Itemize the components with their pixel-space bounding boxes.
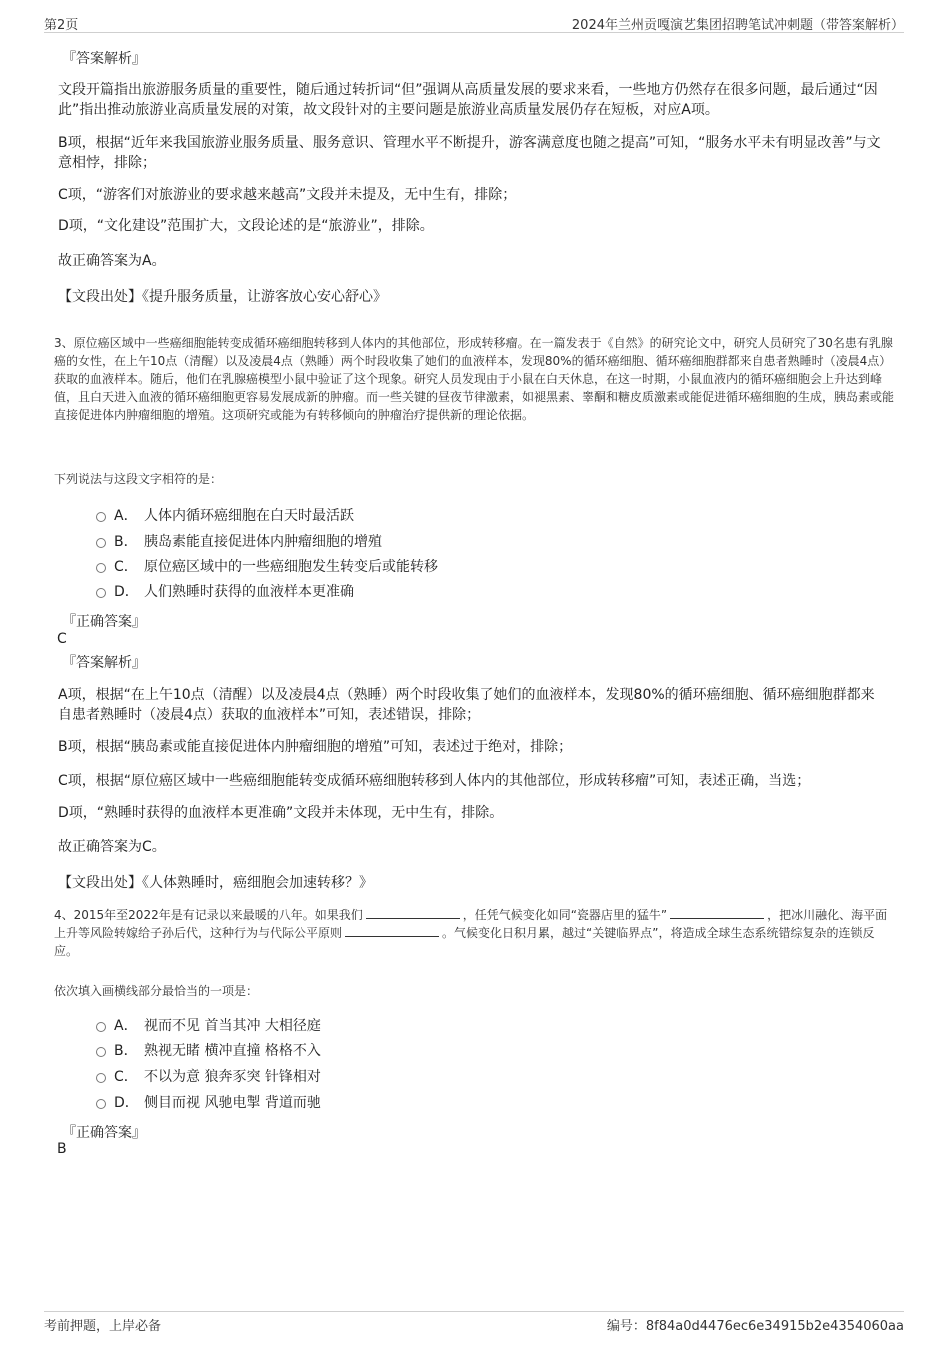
q2-analysis-label: 『答案解析』: [62, 51, 146, 67]
q4-option-a[interactable]: A． 视而不见 首当其冲 大相径庭: [96, 1016, 321, 1036]
fill-blank-3: [345, 925, 439, 937]
q4-answer: B: [57, 1141, 67, 1157]
q3-analysis-paragraph: B项，根据“胰岛素或能直接促进体内肿瘤细胞的增殖”可知，表述过于绝对，排除；: [58, 739, 573, 755]
q2-analysis-paragraph: C项，“游客们对旅游业的要求越来越高”文段并未提及，无中生有，排除；: [58, 187, 517, 203]
radio-icon[interactable]: [96, 588, 106, 598]
q4-option-c[interactable]: C． 不以为意 狼奔豕突 针锋相对: [96, 1067, 321, 1087]
page-footer: [44, 1311, 904, 1332]
q4-option-b[interactable]: B． 熟视无睹 横冲直撞 格格不入: [96, 1041, 321, 1061]
document-title: 2024年兰州贡嘎演艺集团招聘笔试冲刺题（带答案解析）: [571, 18, 904, 33]
radio-icon[interactable]: [96, 1047, 106, 1057]
q4-stem: 4、2015年至2022年是有记录以来最暖的八年。如果我们 ，任凭气候变化如同“瓷器店里的猛牛” ，把冰川融化、海平面上升等风险转嫁给子孙后代，这种行为与代际公平原则 。气候变化日积月累，越过“关键临界点”，将造成全球生态系统错综复杂的连锁反应。: [54, 908, 888, 958]
q2-analysis-paragraph: D项，“文化建设”范围扩大，文段论述的是“旅游业”，排除。: [58, 218, 434, 234]
q3-source: 【文段出处】《人体熟睡时，癌细胞会加速转移？》: [58, 875, 373, 891]
fill-blank-2: [670, 907, 764, 919]
q3-analysis-paragraph: C项，根据“原位癌区域中一些癌细胞能转变成循环癌细胞转移到人体内的其他部位，形成转移瘤”可知，表述正确，当选；: [58, 773, 811, 789]
footer-slogan: 考前押题，上岸必备: [44, 1319, 162, 1334]
radio-icon[interactable]: [96, 1073, 106, 1083]
radio-icon[interactable]: [96, 1099, 106, 1109]
q3-answer-label: 『正确答案』: [62, 614, 146, 630]
fill-blank-1: [366, 907, 460, 919]
radio-icon[interactable]: [96, 563, 106, 573]
q4-prompt: 依次填入画横线部分最恰当的一项是：: [54, 984, 259, 998]
q2-analysis-paragraph: B项，根据“近年来我国旅游业服务质量、服务意识、管理水平不断提升，游客满意度也随之提高”可知，“服务水平未有明显改善”与文意相悖，排除；: [58, 135, 881, 171]
page-header: [44, 14, 904, 33]
radio-icon[interactable]: [96, 512, 106, 522]
q3-answer: C: [57, 631, 67, 647]
q3-analysis-label: 『答案解析』: [62, 655, 146, 671]
q4-option-d[interactable]: D． 侧目而视 风驰电掣 背道而驰: [96, 1093, 321, 1113]
q3-option-c[interactable]: C． 原位癌区域中的一些癌细胞发生转变后或能转移: [96, 557, 438, 577]
q2-analysis-paragraph: 文段开篇指出旅游服务质量的重要性，随后通过转折词“但”强调从高质量发展的要求来看，一些地方仍然存在很多问题，最后通过“因此”指出推动旅游业高质量发展的对策，故文段针对的主要问题是旅游业高质量发展仍存在短板，对应A项。: [58, 82, 878, 118]
q3-analysis-paragraph: D项，“熟睡时获得的血液样本更准确”文段并未体现，无中生有，排除。: [58, 805, 504, 821]
q3-option-d[interactable]: D． 人们熟睡时获得的血液样本更准确: [96, 582, 354, 602]
q3-conclusion: 故正确答案为C。: [58, 839, 166, 855]
page-number: 第2页: [44, 18, 79, 33]
q4-answer-label: 『正确答案』: [62, 1125, 146, 1141]
radio-icon[interactable]: [96, 1022, 106, 1032]
q2-source: 【文段出处】《提升服务质量，让游客放心安心舒心》: [58, 289, 387, 305]
q3-stem: 3、原位癌区域中一些癌细胞能转变成循环癌细胞转移到人体内的其他部位，形成转移瘤。在一篇发表于《自然》的研究论文中，研究人员研究了30名患有乳腺癌的女性，在上午10点（清醒）以及凌晨4点（熟睡）两个时段收集了她们的血液样本，发现80%的循环癌细胞、循环癌细胞群都来自患者熟睡时（凌晨4点）获取的血液样本。随后，他们在乳腺癌模型小鼠中验证了这个现象。研究人员发现由于小鼠在白天休息，在这一时期，小鼠血液内的循环癌细胞会上升达到峰值，且白天进入血液的循环癌细胞更容易发展成新的肿瘤。而一些关键的昼夜节律激素，如褪黑素、睾酮和糖皮质激素或能促进循环癌细胞的生成，胰岛素或能直接促进体内肿瘤细胞的增殖。这项研究或能为有转移倾向的肿瘤治疗提供新的理论依据。: [54, 336, 895, 422]
document-id: 编号：8f84a0d4476ec6e34915b2e4354060aa: [606, 1319, 904, 1334]
q3-option-b[interactable]: B． 胰岛素能直接促进体内肿瘤细胞的增殖: [96, 532, 382, 552]
q3-analysis-paragraph: A项，根据“在上午10点（清醒）以及凌晨4点（熟睡）两个时段收集了她们的血液样本，发现80%的循环癌细胞、循环癌细胞群都来自患者熟睡时（凌晨4点）获取的血液样本”可知，表述错误，排除；: [58, 687, 875, 723]
radio-icon[interactable]: [96, 538, 106, 548]
q3-option-a[interactable]: A． 人体内循环癌细胞在白天时最活跃: [96, 506, 354, 526]
q2-conclusion: 故正确答案为A。: [58, 253, 166, 269]
q3-prompt: 下列说法与这段文字相符的是：: [54, 472, 223, 486]
